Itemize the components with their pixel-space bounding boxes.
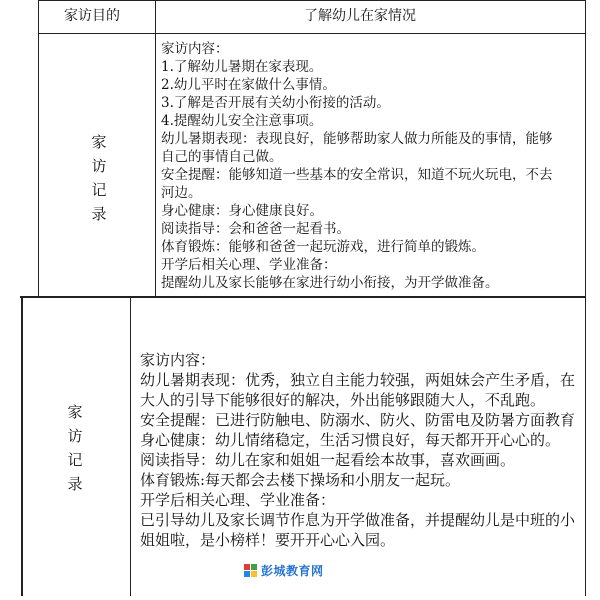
record-label-1: 家 访 记 录 [91, 133, 107, 223]
table-separator [20, 296, 586, 298]
text-line: 河边。 [161, 185, 202, 201]
text-line: 4.提醒幼儿安全注意事项。 [161, 113, 323, 129]
text-line: 3.了解是否开展有关幼小衔接的活动。 [161, 95, 390, 111]
text-line: 幼儿暑期表现：表现良好，能够帮助家人做力所能及的事情，能够 [161, 131, 553, 147]
text-line: 大人的引导下能够很好的解决，外出能够跟随大人，不乱跑。 [140, 391, 546, 409]
text-line: 体育锻炼:每天都会去楼下操场和小朋友一起玩。 [140, 471, 461, 489]
text-line: 开学后相关心理、学业准备： [161, 257, 337, 273]
text-line: 2.幼儿平时在家做什么事情。 [161, 77, 336, 93]
text-line: 1.了解幼儿暑期在家表现。 [161, 59, 323, 75]
table1-divider [155, 0, 156, 297]
table2-left-border [21, 296, 23, 596]
text-line: 家访内容： [161, 41, 229, 57]
text-line: 体育锻炼：能够和爸爸一起玩游戏，进行简单的锻炼。 [161, 239, 485, 255]
table2-right-border [585, 296, 586, 596]
text-line: 身心健康：身心健康良好。 [161, 203, 323, 219]
watermark-logo [244, 560, 324, 580]
watermark-text: 彭城教育网 [261, 563, 324, 578]
text-line: 阅读指导：会和爸爸一起看书。 [161, 221, 350, 237]
table2-divider [130, 296, 131, 596]
text-line: 身心健康：幼儿情绪稳定，生活习惯良好，每天都开开心心的。 [140, 431, 561, 449]
text-line: 开学后相关心理、学业准备： [140, 491, 336, 509]
text-line: 提醒幼儿及家长能够在家进行幼小衔接，为开学做准备。 [161, 275, 499, 291]
text-line: 已引导幼儿及家长调节作息为开学做准备，并提醒幼儿是中班的小 [140, 511, 576, 529]
logo-icon [244, 564, 257, 577]
text-line: 自己的事情自己做。 [161, 149, 283, 165]
record-content-1 [161, 40, 553, 292]
record-content-2 [140, 350, 575, 550]
header-bottom-border [38, 33, 586, 34]
text-line: 姐姐啦，是小榜样！要开开心心入园。 [140, 531, 396, 549]
text-line: 幼儿暑期表现：优秀，独立自主能力较强，两姐妹会产生矛盾，在 [140, 371, 576, 389]
top-border [38, 0, 586, 1]
header-purpose-label: 家访目的 [64, 8, 120, 24]
text-line: 安全提醒：已进行防触电、防溺水、防火、防雷电及防暑方面教育 [140, 411, 576, 429]
header-purpose-value: 了解幼儿在家情况 [304, 8, 416, 24]
record-label-2: 家 访 记 录 [67, 403, 83, 493]
text-line: 家访内容： [140, 351, 216, 369]
table1-left-border [38, 0, 39, 297]
text-line: 阅读指导：幼儿在家和姐姐一起看绘本故事，喜欢画画。 [140, 451, 516, 469]
text-line: 安全提醒：能够知道一些基本的安全常识，知道不玩火玩电，不去 [161, 167, 553, 183]
table1-right-border [585, 0, 586, 297]
